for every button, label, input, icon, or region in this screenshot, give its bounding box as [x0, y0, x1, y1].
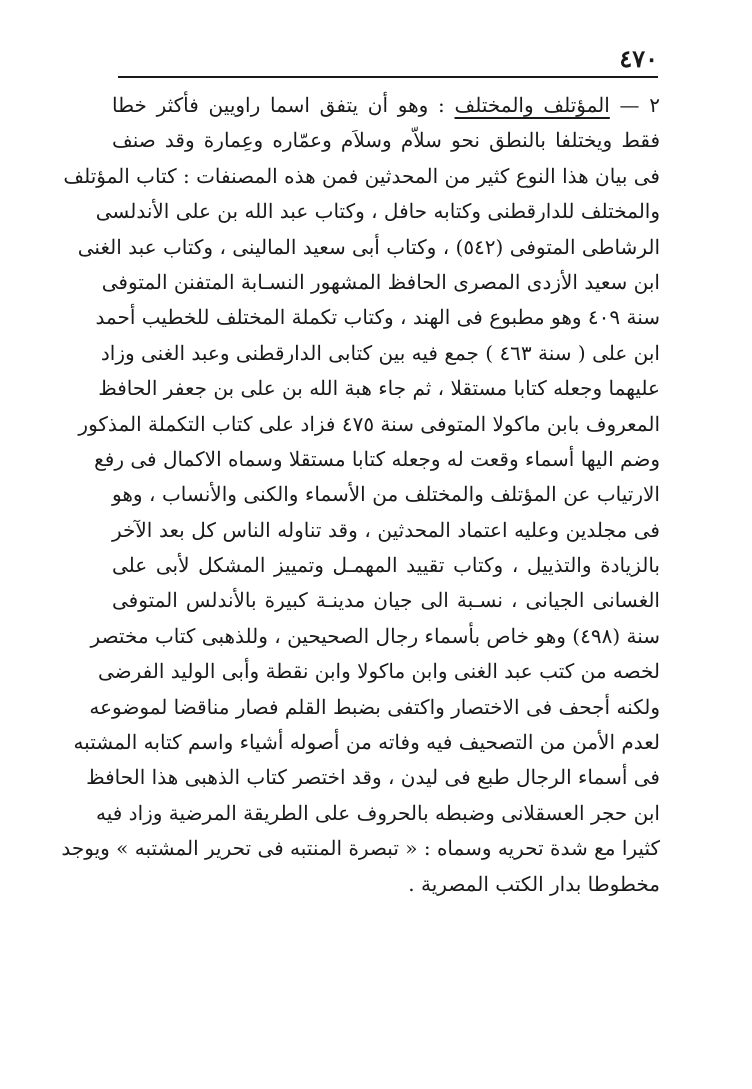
text-line: والمختلف للدارقطنى وكتابه حافل ، وكتاب عبد الله بن على الأندلسى [95, 199, 660, 224]
text-line: المعروف بابن ماكولا المتوفى سنة ٤٧٥ فزاد على كتاب التكملة المذكور [78, 411, 660, 436]
text-line: بالزيادة والتذييل ، وكتاب تقييد المهمـل وتمييز المشكل لأبى على [112, 553, 660, 578]
section-heading-term: المؤتلف والمختلف [454, 93, 610, 117]
text-line: الغسانى الجيانى ، نسـبة الى جيان مدينـة كبيرة بالأندلس المتوفى [112, 588, 660, 613]
text-line: فى أسماء الرجال طبع فى ليدن ، وقد اختصر كتاب الذهبى هذا الحافظ [86, 765, 660, 790]
text-line: وضم اليها أسماء وقعت له وجعله كتابا مستقلا وسماه الاكمال فى رفع [94, 446, 660, 471]
text-line: سنة ٤٠٩ وهو مطبوع فى الهند ، وكتاب تكملة المختلف للخطيب أحمد [95, 305, 660, 330]
body-text [61, 88, 661, 902]
text-line: لخصه من كتب عبد الغنى وابن ماكولا وابن نقطة وأبى الوليد الفرضى [97, 659, 660, 684]
header-rule [118, 76, 658, 78]
text-line: كثيرا مع شدة تحريه وسماه : « تبصرة المنتبه فى تحرير المشتبه » ويوجد [61, 836, 660, 861]
text-line-1 [112, 88, 660, 123]
text-line-last: مخطوطا بدار الكتب المصرية . [408, 871, 660, 896]
text-line: عليهما وجعله كتابا مستقلا ، ثم جاء هبة الله بن على بن جعفر الحافظ [98, 376, 660, 401]
text-line: لعدم الأمن من التصحيف فيه وفاته من أصوله أشياء واسم كتابه المشتبه [73, 730, 660, 755]
text-line: الرشاطى المتوفى (٥٤٢) ، وكتاب أبى سعيد المالينى ، وكتاب عبد الغنى [77, 234, 660, 259]
text-line: ابن حجر العسقلانى وضبطه بالحروف على الطريقة المرضية وزاد فيه [95, 800, 660, 825]
text-line: الارتياب عن المؤتلف والمختلف من الأسماء والكنى والأنساب ، وهو [112, 482, 660, 507]
text-line: فقط ويختلفا بالنطق نحو سلاّم وسلاَم وعمّاره وعِمارة وقد صنف [112, 128, 660, 153]
page-number: ٤٧٠ [619, 44, 658, 73]
section-number: ٢ — [609, 93, 661, 117]
text-line: ولكنه أجحف فى الاختصار واكتفى بضبط القلم فصار مناقضا لموضوعه [89, 694, 660, 719]
text-line: فى مجلدين وعليه اعتماد المحدثين ، وقد تناوله الناس كل بعد الآخر [112, 517, 660, 542]
text-line: سنة (٤٩٨) وهو خاص بأسماء رجال الصحيحين ، وللذهبى كتاب مختصر [90, 623, 660, 648]
text-line: فى بيان هذا النوع كثير من المحدثين فمن هذه المصنفات : كتاب المؤتلف [63, 163, 660, 188]
text-line-1-rest: : وهو أن يتفق اسما راويين فأكثر خطا [112, 93, 455, 117]
text-line: ابن على ( سنة ٤٦٣ ) جمع فيه بين كتابى الدارقطنى وعبد الغنى وزاد [100, 340, 660, 365]
text-line: ابن سعيد الأزدى المصرى الحافظ المشهور النسـابة المتفنن المتوفى [101, 269, 660, 294]
